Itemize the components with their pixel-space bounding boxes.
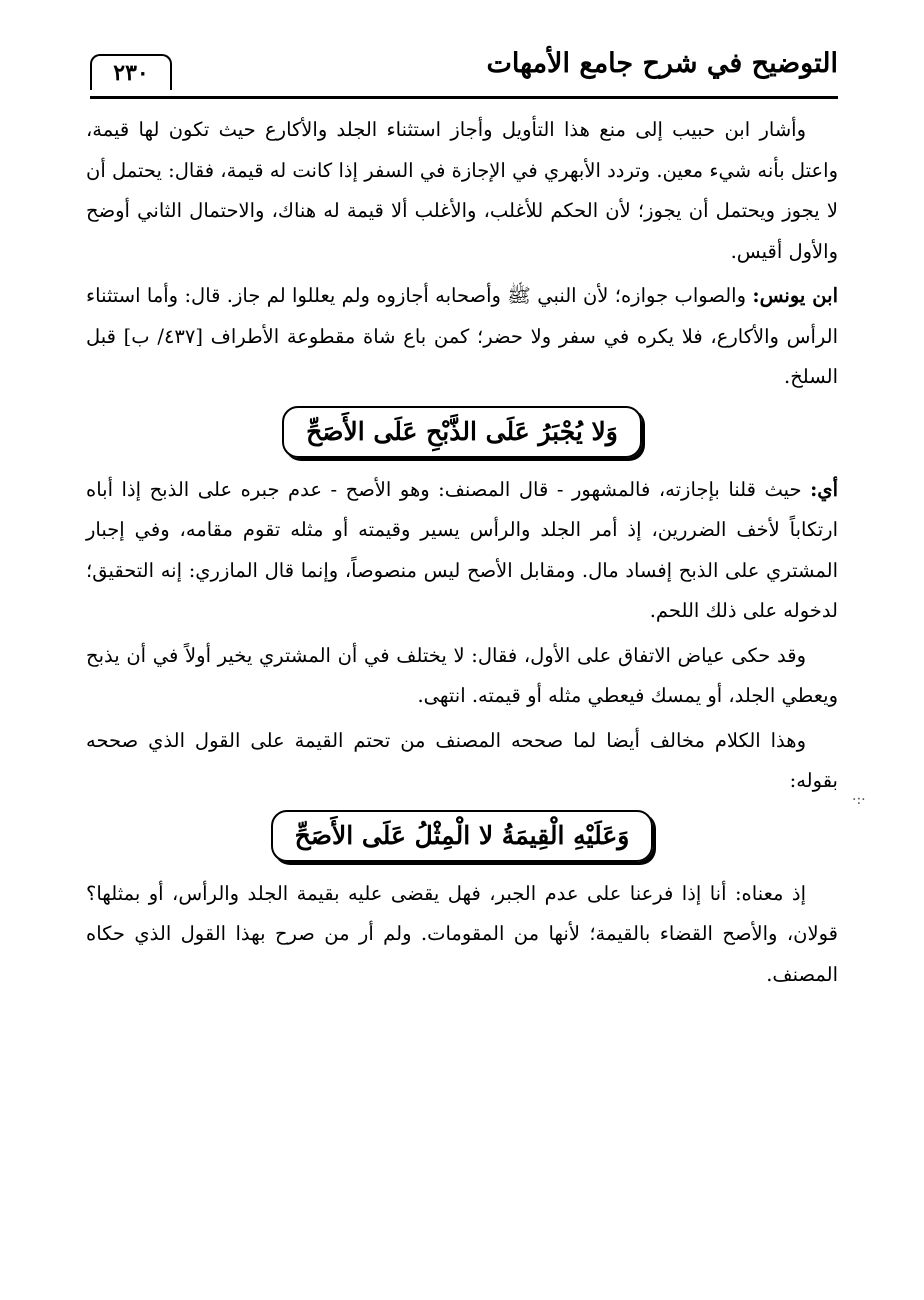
paragraph-text: والصواب جوازه؛ لأن النبي ﷺ وأصحابه أجازوه ولم يعللوا لم جاز. قال: وأما استثناء الرأس والأكارع، فلا يكره في سفر ولا حضر؛ كمن باع شاة مقطوعة الأطراف [٤٣٧/ ب] قبل السلخ. bbox=[86, 284, 838, 388]
matn-text-box: وَعَلَيْهِ الْقِيمَةُ لا الْمِثْلُ عَلَى الأَصَحِّ bbox=[271, 810, 654, 862]
page-header bbox=[90, 44, 838, 99]
speaker-label: أي: bbox=[810, 477, 838, 501]
page-body bbox=[86, 110, 838, 999]
matn-box-container bbox=[86, 406, 838, 458]
paragraph-iyad: وقد حكى عياض الاتفاق على الأول، فقال: لا يختلف في أن المشتري يخير أولاً في أن يذبح ويعطي الجلد، أو يمسك فيعطي مثله أو قيمته. انتهى. bbox=[86, 643, 838, 707]
paragraph-meaning: إذ معناه: أنا إذا فرعنا على عدم الجبر، فهل يقضى عليه بقيمة الجلد والرأس، أو بمثلها؟ قولان، والأصح القضاء بالقيمة؛ لأنها من المقومات. ولم أر من صرح بهذا القول الذي حكاه المصنف. bbox=[86, 881, 838, 986]
running-title: التوضيح في شرح جامع الأمهات bbox=[486, 48, 838, 79]
matn-box-container bbox=[86, 810, 838, 862]
page-number: ٢٣٠ bbox=[90, 54, 172, 90]
margin-mark: ·:· bbox=[852, 792, 866, 808]
paragraph-commentary bbox=[86, 470, 838, 632]
paragraph-ibn-yunus bbox=[86, 276, 838, 398]
matn-text-box: وَلا يُجْبَرُ عَلَى الذَّبْحِ عَلَى الأَصَحِّ bbox=[282, 406, 642, 458]
speaker-label: ابن يونس: bbox=[752, 284, 838, 307]
paragraph-contradiction: وهذا الكلام مخالف أيضا لما صححه المصنف من تحتم القيمة على القول الذي صححه بقوله: bbox=[86, 728, 838, 792]
paragraph-text: حيث قلنا بإجازته، فالمشهور - قال المصنف: وهو الأصح - عدم جبره على الذبح إذا أباه ارتكاباً لأخف الضررين، إذ أمر الجلد والرأس يسير وقيمته أو مثله تقوم مقامه، وفي إجبار المشتري على الذبح إفساد مال. ومقابل الأصح ليس منصوصاً، وإنما قال المازري: إنه التحقيق؛ لدخوله على ذلك اللحم. bbox=[86, 477, 838, 622]
paragraph-ibn-habib: وأشار ابن حبيب إلى منع هذا التأويل وأجاز استثناء الجلد والأكارع حيث تكون لها قيمة، واعتل بأنه شيء معين. وتردد الأبهري في الإجازة في السفر إذا كانت له قيمة، فقال: يحتمل أن لا يجوز ويحتمل أن يجوز؛ لأن الحكم للأغلب، والأغلب ألا قيمة له هناك، والاحتمال الثاني أوضح والأول أقيس. bbox=[86, 118, 838, 263]
